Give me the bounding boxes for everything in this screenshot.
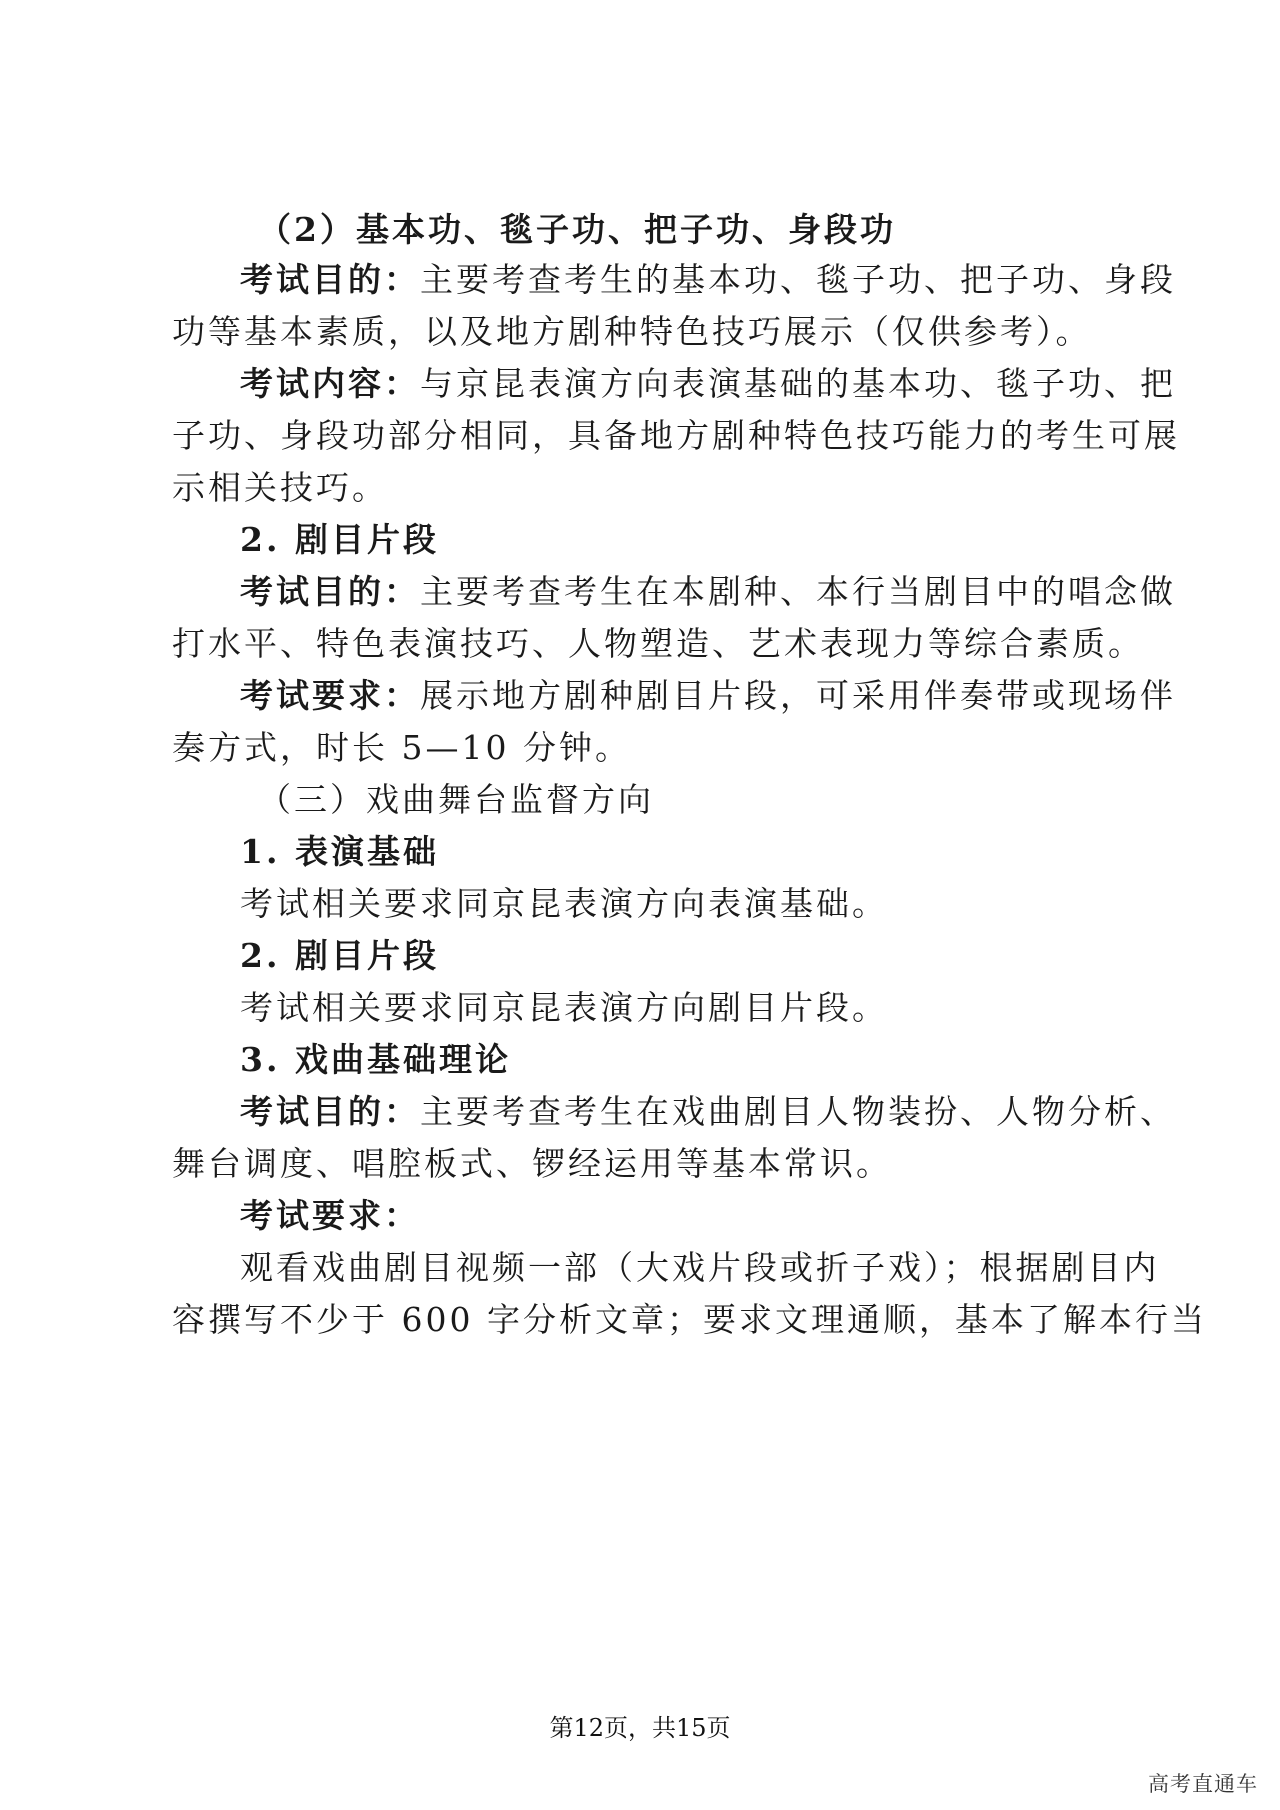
paragraph-line: 舞台调度、唱腔板式、锣经运用等基本常识。 (172, 1144, 892, 1183)
paragraph-line: 观看戏曲剧目视频一部（大戏片段或折子戏）；根据剧目内 (240, 1248, 1160, 1287)
paragraph-line: 容撰写不少于 600 字分析文章；要求文理通顺，基本了解本行当 (172, 1300, 1207, 1339)
label-purpose: 考试目的： (240, 572, 420, 611)
section-heading: 2. 剧目片段 (240, 936, 439, 975)
paragraph-line (240, 570, 1176, 614)
subsection-heading: （2）基本功、毯子功、把子功、身段功 (258, 210, 896, 249)
label-purpose: 考试目的： (240, 260, 420, 299)
watermark: 高考直通车 (1148, 1772, 1258, 1796)
text-purpose: 主要考查考生在本剧种、本行当剧目中的唱念做 (420, 572, 1176, 611)
section-heading: 3. 戏曲基础理论 (240, 1040, 511, 1079)
paragraph-line (240, 674, 1176, 718)
label-content: 考试内容： (240, 364, 420, 403)
text-content: 与京昆表演方向表演基础的基本功、毯子功、把 (420, 364, 1176, 403)
paragraph-line: 奏方式，时长 5—10 分钟。 (172, 728, 631, 767)
paragraph-line: 考试相关要求同京昆表演方向表演基础。 (240, 884, 888, 923)
paragraph-line (240, 258, 1176, 302)
section-heading: 2. 剧目片段 (240, 520, 439, 559)
text-purpose: 主要考查考生的基本功、毯子功、把子功、身段 (420, 260, 1176, 299)
paragraph-line: 功等基本素质，以及地方剧种特色技巧展示（仅供参考）。 (172, 312, 1092, 351)
label-purpose: 考试目的： (240, 1092, 420, 1131)
text-requirement: 展示地方剧种剧目片段，可采用伴奏带或现场伴 (420, 676, 1176, 715)
part-heading: （三）戏曲舞台监督方向 (258, 780, 654, 819)
paragraph-line: 示相关技巧。 (172, 468, 388, 507)
page-number: 第12页，共15页 (549, 1714, 731, 1742)
paragraph-line (240, 362, 1176, 406)
section-heading: 1. 表演基础 (240, 832, 439, 871)
label-requirement: 考试要求： (240, 1196, 420, 1235)
paragraph-line: 子功、身段功部分相同，具备地方剧种特色技巧能力的考生可展 (172, 416, 1180, 455)
text-purpose: 主要考查考生在戏曲剧目人物装扮、人物分析、 (420, 1092, 1176, 1131)
paragraph-line: 打水平、特色表演技巧、人物塑造、艺术表现力等综合素质。 (172, 624, 1144, 663)
paragraph-line: 考试相关要求同京昆表演方向剧目片段。 (240, 988, 888, 1027)
paragraph-line (240, 1090, 1176, 1134)
label-requirement: 考试要求： (240, 676, 420, 715)
